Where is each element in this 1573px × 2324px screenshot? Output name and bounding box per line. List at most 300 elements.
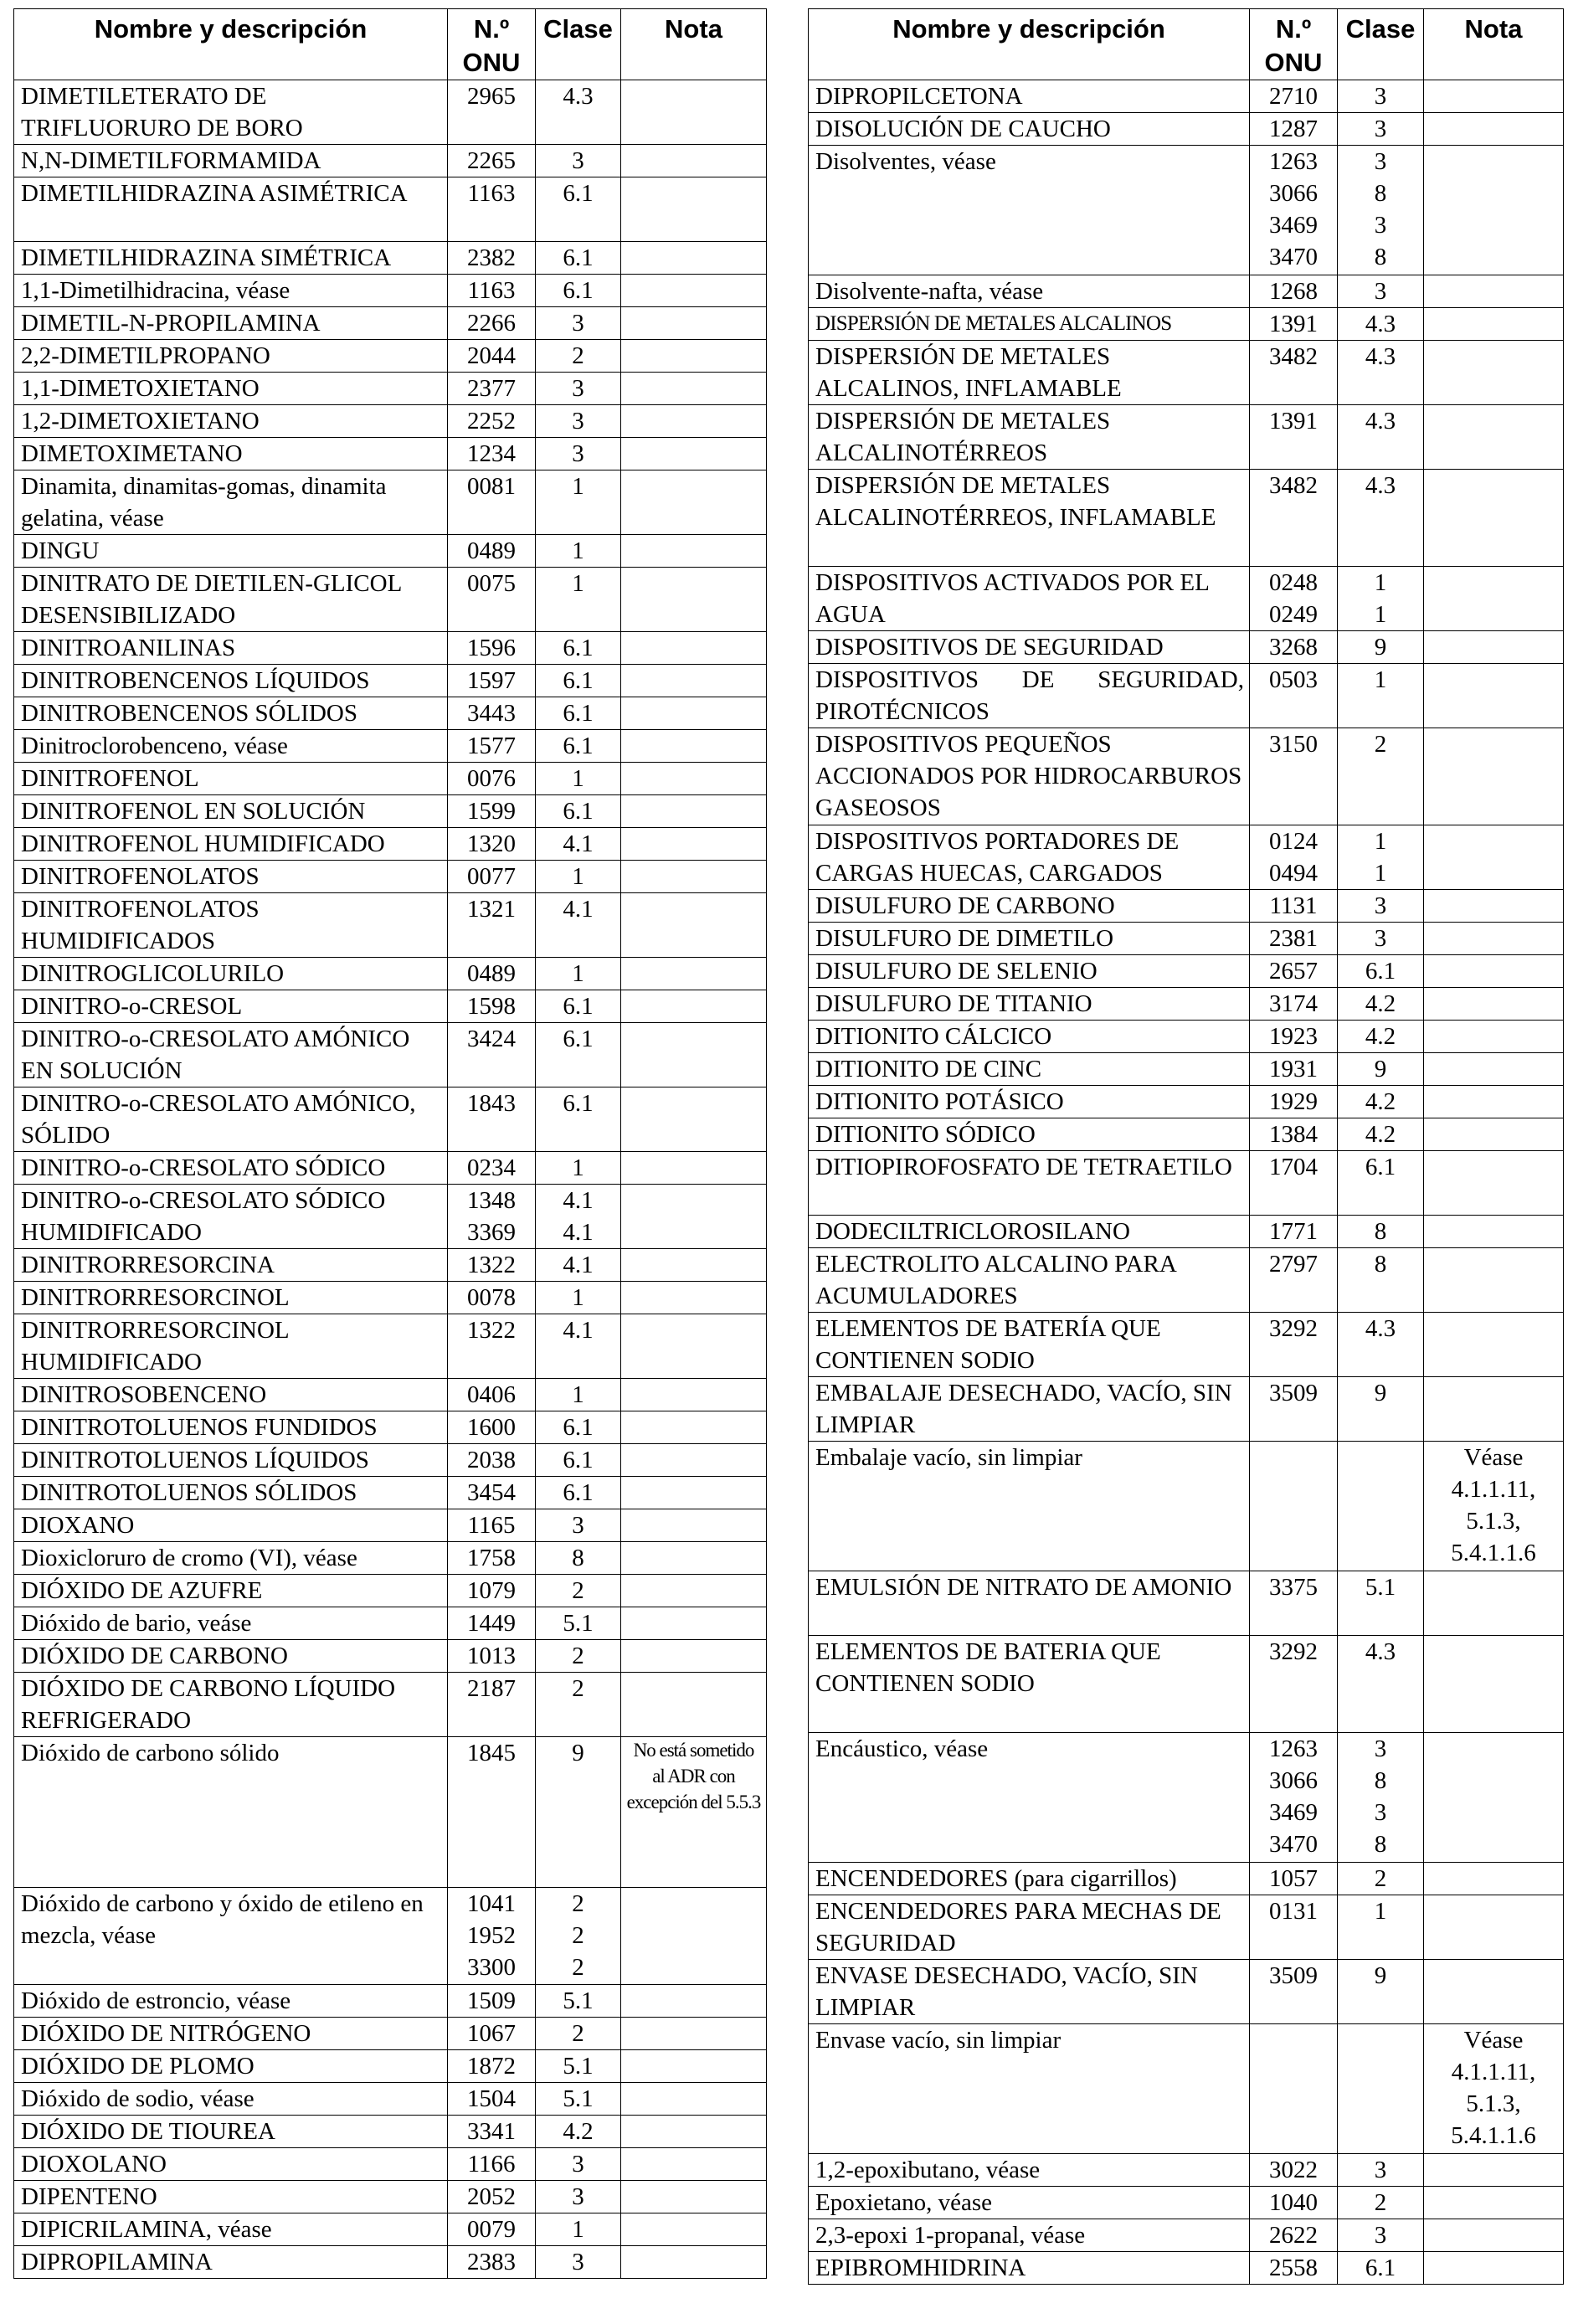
note	[621, 1282, 767, 1314]
note	[621, 2050, 767, 2083]
note	[621, 438, 767, 470]
header-un: N.º ONU	[448, 9, 536, 80]
hazard-class: 3	[536, 405, 621, 438]
table-row	[14, 665, 767, 697]
hazard-class: 5.1	[1338, 1571, 1424, 1636]
table-row	[809, 1636, 1564, 1733]
note	[621, 861, 767, 893]
un-number: 3268	[1250, 631, 1338, 664]
hazard-class: 4.2	[1338, 988, 1424, 1021]
table-row	[14, 145, 767, 177]
note	[1424, 1118, 1564, 1151]
hazard-class: 1 1	[1338, 825, 1424, 890]
un-number	[1250, 1442, 1338, 1571]
hazard-class: 4.1	[536, 828, 621, 861]
entry-name: 1,1-Dimetilhidracina, véase	[14, 275, 448, 307]
entry-name: DISPOSITIVOS DE SEGURIDAD	[809, 631, 1250, 664]
table-row	[809, 470, 1564, 567]
un-number: 1057	[1250, 1863, 1338, 1895]
note	[1424, 1571, 1564, 1636]
note	[621, 958, 767, 990]
hazard-class: 6.1	[536, 1444, 621, 1477]
table-row	[809, 664, 1564, 728]
note	[1424, 631, 1564, 664]
table-row	[14, 1282, 767, 1314]
entry-name: DINITRORRESORCINOL	[14, 1282, 448, 1314]
entry-name: Dióxido de carbono y óxido de etileno en mezcla, véase	[14, 1888, 448, 1985]
note	[621, 2213, 767, 2246]
un-number: 1163	[448, 177, 536, 242]
header-name: Nombre y descripción	[809, 9, 1250, 80]
table-row	[809, 2187, 1564, 2219]
hazard-class: 6.1	[536, 795, 621, 828]
table-row	[14, 990, 767, 1023]
entry-name: ENCENDEDORES (para cigarrillos)	[809, 1863, 1250, 1895]
table-row	[809, 2154, 1564, 2187]
entry-name: ENVASE DESECHADO, VACÍO, SIN LIMPIAR	[809, 1960, 1250, 2024]
note	[621, 2116, 767, 2148]
entry-name: DINITROBENCENOS SÓLIDOS	[14, 697, 448, 730]
hazard-class: 9	[536, 1737, 621, 1888]
un-number: 2383	[448, 2246, 536, 2279]
table-row	[809, 1313, 1564, 1377]
table-row	[809, 1086, 1564, 1118]
un-number: 1321	[448, 893, 536, 958]
hazard-class: 2	[536, 1575, 621, 1607]
un-number: 1166	[448, 2148, 536, 2181]
table-row	[809, 2024, 1564, 2154]
note	[1424, 146, 1564, 275]
hazard-class: 1	[1338, 664, 1424, 728]
entry-name: Dióxido de estroncio, véase	[14, 1985, 448, 2018]
note	[1424, 1021, 1564, 1053]
header-row	[14, 9, 767, 80]
note	[621, 730, 767, 763]
hazard-class: 3	[1338, 2154, 1424, 2187]
entry-name: DITIOPIROFOSFATO DE TETRAETILO	[809, 1151, 1250, 1216]
note	[1424, 1053, 1564, 1086]
hazard-class: 4.3	[1338, 1313, 1424, 1377]
un-number: 2377	[448, 373, 536, 405]
hazard-class: 6.1	[536, 242, 621, 275]
entry-name: DINITRO-o-CRESOLATO AMÓNICO, SÓLIDO	[14, 1087, 448, 1152]
entry-name: DODECILTRICLOROSILANO	[809, 1216, 1250, 1248]
hazard-class: 8	[536, 1542, 621, 1575]
un-number: 0075	[448, 568, 536, 632]
hazard-class: 3	[536, 2181, 621, 2213]
un-number: 0248 0249	[1250, 567, 1338, 631]
un-number: 2710	[1250, 80, 1338, 113]
note	[1424, 1216, 1564, 1248]
un-number: 0406	[448, 1379, 536, 1411]
entry-name: DINITROGLICOLURILO	[14, 958, 448, 990]
entry-name: DISPOSITIVOS PEQUEÑOS ACCIONADOS POR HIDROCARBUROS GASEOSOS	[809, 728, 1250, 825]
note	[621, 470, 767, 535]
note	[621, 990, 767, 1023]
hazard-class: 5.1	[536, 2050, 621, 2083]
un-number: 3509	[1250, 1377, 1338, 1442]
entry-name: DISULFURO DE DIMETILO	[809, 923, 1250, 955]
entry-name: DISPOSITIVOS DE SEGURIDAD, PIROTÉCNICOS	[809, 664, 1250, 728]
note	[621, 1888, 767, 1985]
table-row	[14, 2083, 767, 2116]
note	[621, 80, 767, 145]
note	[1424, 275, 1564, 308]
table-row	[809, 341, 1564, 405]
hazard-class: 3	[1338, 923, 1424, 955]
un-number: 1320	[448, 828, 536, 861]
un-number: 2657	[1250, 955, 1338, 988]
hazard-class: 9	[1338, 1053, 1424, 1086]
hazard-class: 4.3	[536, 80, 621, 145]
note	[621, 828, 767, 861]
entry-name: DINITROFENOLATOS HUMIDIFICADOS	[14, 893, 448, 958]
entry-name: Dinitroclorobenceno, véase	[14, 730, 448, 763]
hazard-class: 3	[536, 2246, 621, 2279]
entry-name: DISPERSIÓN DE METALES ALCALINOS	[809, 308, 1250, 341]
entry-name: Dinamita, dinamitas-gomas, dinamita gelatina, véase	[14, 470, 448, 535]
table-row	[809, 1442, 1564, 1571]
hazard-class	[1338, 2024, 1424, 2154]
table-row	[14, 2246, 767, 2279]
un-number: 1872	[448, 2050, 536, 2083]
table-row	[14, 1477, 767, 1509]
entry-name: DITIONITO POTÁSICO	[809, 1086, 1250, 1118]
un-number: 3443	[448, 697, 536, 730]
table-row	[809, 1733, 1564, 1863]
hazard-class: 4.3	[1338, 308, 1424, 341]
un-number: 1929	[1250, 1086, 1338, 1118]
note	[621, 2148, 767, 2181]
table-row	[809, 1216, 1564, 1248]
entry-name: DINITRO-o-CRESOLATO AMÓNICO EN SOLUCIÓN	[14, 1023, 448, 1087]
table-row	[14, 438, 767, 470]
table-row	[14, 2018, 767, 2050]
hazard-class: 9	[1338, 1960, 1424, 2024]
entry-name: DISOLUCIÓN DE CAUCHO	[809, 113, 1250, 146]
table-row	[14, 1985, 767, 2018]
hazard-class: 1	[536, 2213, 621, 2246]
entry-name: DITIONITO DE CINC	[809, 1053, 1250, 1086]
table-row	[809, 567, 1564, 631]
table-row	[14, 1023, 767, 1087]
entry-name: Disolvente-nafta, véase	[809, 275, 1250, 308]
hazard-class: 1	[536, 1152, 621, 1185]
note	[1424, 341, 1564, 405]
note	[1424, 1895, 1564, 1960]
un-number: 3482	[1250, 341, 1338, 405]
hazard-class: 1	[536, 861, 621, 893]
table-row	[14, 1152, 767, 1185]
un-number: 2044	[448, 340, 536, 373]
hazard-class: 3	[536, 438, 621, 470]
hazard-class: 3	[1338, 2219, 1424, 2252]
note	[1424, 1086, 1564, 1118]
right-table	[808, 8, 1564, 2285]
table-row	[14, 763, 767, 795]
hazard-class: 6.1	[536, 665, 621, 697]
hazard-class: 3	[536, 373, 621, 405]
table-row	[14, 2050, 767, 2083]
un-number: 1391	[1250, 308, 1338, 341]
un-number: 1322	[448, 1249, 536, 1282]
entry-name: EPIBROMHIDRINA	[809, 2252, 1250, 2285]
table-row	[14, 1673, 767, 1737]
note	[1424, 1248, 1564, 1313]
table-row	[809, 825, 1564, 890]
entry-name: DIMETILETERATO DE TRIFLUORURO DE BORO	[14, 80, 448, 145]
table-row	[14, 1411, 767, 1444]
hazard-class: 3	[1338, 275, 1424, 308]
entry-name: DINGU	[14, 535, 448, 568]
entry-name: Dióxido de bario, veáse	[14, 1607, 448, 1640]
hazard-class: 4.2	[1338, 1118, 1424, 1151]
un-number: 2558	[1250, 2252, 1338, 2285]
un-number: 3424	[448, 1023, 536, 1087]
hazard-class: 4.1	[536, 893, 621, 958]
un-number: 1596	[448, 632, 536, 665]
note	[1424, 955, 1564, 988]
note	[1424, 2187, 1564, 2219]
table-row	[14, 1444, 767, 1477]
note	[621, 1249, 767, 1282]
hazard-class: 9	[1338, 631, 1424, 664]
hazard-class: 6.1	[536, 632, 621, 665]
table-row	[14, 861, 767, 893]
note: No está sometido al ADR con excepción del 5.5.3	[621, 1737, 767, 1888]
un-number: 1234	[448, 438, 536, 470]
table-row	[809, 1895, 1564, 1960]
note	[621, 145, 767, 177]
hazard-class: 4.1	[536, 1314, 621, 1379]
table-row	[809, 1053, 1564, 1086]
note	[621, 177, 767, 242]
un-number: 2382	[448, 242, 536, 275]
entry-name: EMULSIÓN DE NITRATO DE AMONIO	[809, 1571, 1250, 1636]
table-row	[14, 730, 767, 763]
table-row	[14, 1542, 767, 1575]
un-number: 3174	[1250, 988, 1338, 1021]
entry-name: Dióxido de carbono sólido	[14, 1737, 448, 1888]
hazard-class: 3	[1338, 113, 1424, 146]
un-number	[1250, 2024, 1338, 2154]
table-row	[14, 1737, 767, 1888]
un-number: 1131	[1250, 890, 1338, 923]
note	[1424, 2252, 1564, 2285]
un-number: 1287	[1250, 113, 1338, 146]
hazard-class: 6.1	[1338, 2252, 1424, 2285]
header-class: Clase	[1338, 9, 1424, 80]
un-number: 2797	[1250, 1248, 1338, 1313]
un-number: 1599	[448, 795, 536, 828]
table-row	[809, 80, 1564, 113]
note: Véase 4.1.1.11, 5.1.3, 5.4.1.1.6	[1424, 2024, 1564, 2154]
entry-name: DISULFURO DE CARBONO	[809, 890, 1250, 923]
table-row	[809, 1248, 1564, 1313]
table-row	[809, 2252, 1564, 2285]
entry-name: DINITROFENOLATOS	[14, 861, 448, 893]
note	[621, 1509, 767, 1542]
table-row	[809, 631, 1564, 664]
entry-name: 1,1-DIMETOXIETANO	[14, 373, 448, 405]
entry-name: DINITROFENOL EN SOLUCIÓN	[14, 795, 448, 828]
note	[1424, 2154, 1564, 2187]
table-row	[14, 275, 767, 307]
un-number: 1931	[1250, 1053, 1338, 1086]
note	[1424, 405, 1564, 470]
entry-name: DITIONITO SÓDICO	[809, 1118, 1250, 1151]
table-row	[14, 535, 767, 568]
entry-name: DINITRO-o-CRESOLATO SÓDICO HUMIDIFICADO	[14, 1185, 448, 1249]
un-number: 1758	[448, 1542, 536, 1575]
table-row	[14, 1888, 767, 1985]
header-name: Nombre y descripción	[14, 9, 448, 80]
table-row	[14, 1087, 767, 1152]
hazard-class: 5.1	[536, 1607, 621, 1640]
un-number: 1079	[448, 1575, 536, 1607]
hazard-class: 1	[536, 958, 621, 990]
hazard-class: 3	[1338, 80, 1424, 113]
table-row	[809, 405, 1564, 470]
un-number: 1263 3066 3469 3470	[1250, 146, 1338, 275]
table-row	[14, 1185, 767, 1249]
un-number: 2266	[448, 307, 536, 340]
table-row	[809, 1021, 1564, 1053]
table-row	[809, 988, 1564, 1021]
table-row	[14, 2116, 767, 2148]
entry-name: DINITROSOBENCENO	[14, 1379, 448, 1411]
table-row	[14, 568, 767, 632]
un-number: 3375	[1250, 1571, 1338, 1636]
un-number: 1600	[448, 1411, 536, 1444]
entry-name: DISULFURO DE TITANIO	[809, 988, 1250, 1021]
table-row	[809, 146, 1564, 275]
hazard-class: 1	[536, 470, 621, 535]
table-row	[809, 1863, 1564, 1895]
hazard-class: 2	[536, 2018, 621, 2050]
table-row	[14, 1509, 767, 1542]
entry-name: DIÓXIDO DE TIOUREA	[14, 2116, 448, 2148]
entry-name: DIÓXIDO DE CARBONO	[14, 1640, 448, 1673]
table-row	[809, 308, 1564, 341]
un-number: 0077	[448, 861, 536, 893]
un-number: 0081	[448, 470, 536, 535]
entry-name: 1,2-epoxibutano, véase	[809, 2154, 1250, 2187]
entry-name: ELECTROLITO ALCALINO PARA ACUMULADORES	[809, 1248, 1250, 1313]
un-number: 1322	[448, 1314, 536, 1379]
table-row	[809, 1377, 1564, 1442]
entry-name: DIMETILHIDRAZINA ASIMÉTRICA	[14, 177, 448, 242]
note	[1424, 923, 1564, 955]
entry-name: ELEMENTOS DE BATERIA QUE CONTIENEN SODIO	[809, 1636, 1250, 1733]
hazard-class: 3 8 3 8	[1338, 146, 1424, 275]
entry-name: DIPICRILAMINA, véase	[14, 2213, 448, 2246]
hazard-class: 1	[1338, 1895, 1424, 1960]
entry-name: DIOXOLANO	[14, 2148, 448, 2181]
un-number: 0078	[448, 1282, 536, 1314]
hazard-class: 2	[1338, 1863, 1424, 1895]
un-number: 1348 3369	[448, 1185, 536, 1249]
hazard-class: 1	[536, 568, 621, 632]
note	[621, 763, 767, 795]
hazard-class: 6.1	[1338, 1151, 1424, 1216]
entry-name: DINITRORRESORCINA	[14, 1249, 448, 1282]
note	[1424, 80, 1564, 113]
un-number: 1449	[448, 1607, 536, 1640]
note	[1424, 1960, 1564, 2024]
entry-name: DIPENTENO	[14, 2181, 448, 2213]
table-row	[14, 80, 767, 145]
entry-name: DIÓXIDO DE AZUFRE	[14, 1575, 448, 1607]
hazard-class: 4.1	[536, 1249, 621, 1282]
un-number: 1771	[1250, 1216, 1338, 1248]
entry-name: DINITROANILINAS	[14, 632, 448, 665]
entry-name: DISPERSIÓN DE METALES ALCALINOS, INFLAMABLE	[809, 341, 1250, 405]
table-row	[14, 632, 767, 665]
table-row	[14, 697, 767, 730]
note	[621, 795, 767, 828]
entry-name: ELEMENTOS DE BATERÍA QUE CONTIENEN SODIO	[809, 1313, 1250, 1377]
un-number: 1597	[448, 665, 536, 697]
table-row	[14, 2181, 767, 2213]
un-number: 2965	[448, 80, 536, 145]
table-row	[14, 340, 767, 373]
un-number: 1067	[448, 2018, 536, 2050]
un-number: 3454	[448, 1477, 536, 1509]
un-number: 1845	[448, 1737, 536, 1888]
hazard-class: 2	[536, 1673, 621, 1737]
hazard-class: 8	[1338, 1248, 1424, 1313]
un-number: 2038	[448, 1444, 536, 1477]
entry-name: 1,2-DIMETOXIETANO	[14, 405, 448, 438]
hazard-class: 2	[1338, 728, 1424, 825]
table-row	[809, 2219, 1564, 2252]
hazard-class: 2	[1338, 2187, 1424, 2219]
entry-name: DIMETOXIMETANO	[14, 438, 448, 470]
note: Véase 4.1.1.11, 5.1.3, 5.4.1.1.6	[1424, 1442, 1564, 1571]
note	[621, 535, 767, 568]
hazard-class: 1 1	[1338, 567, 1424, 631]
un-number: 1504	[448, 2083, 536, 2116]
note	[621, 2083, 767, 2116]
entry-name: 2,2-DIMETILPROPANO	[14, 340, 448, 373]
note	[621, 1152, 767, 1185]
note	[621, 1985, 767, 2018]
un-number: 1163	[448, 275, 536, 307]
note	[621, 697, 767, 730]
note	[621, 568, 767, 632]
un-number: 1391	[1250, 405, 1338, 470]
un-number: 1704	[1250, 1151, 1338, 1216]
hazard-class: 2	[536, 340, 621, 373]
hazard-class: 4.2	[1338, 1086, 1424, 1118]
note	[621, 405, 767, 438]
note	[1424, 567, 1564, 631]
un-number: 1040	[1250, 2187, 1338, 2219]
un-number: 0234	[448, 1152, 536, 1185]
hazard-class: 3	[1338, 890, 1424, 923]
entry-name: DIPROPILCETONA	[809, 80, 1250, 113]
table-row	[14, 1379, 767, 1411]
table-row	[809, 955, 1564, 988]
note	[621, 1185, 767, 1249]
hazard-class: 5.1	[536, 2083, 621, 2116]
note	[1424, 988, 1564, 1021]
un-number: 0503	[1250, 664, 1338, 728]
note	[1424, 308, 1564, 341]
note	[621, 1444, 767, 1477]
un-number: 0131	[1250, 1895, 1338, 1960]
